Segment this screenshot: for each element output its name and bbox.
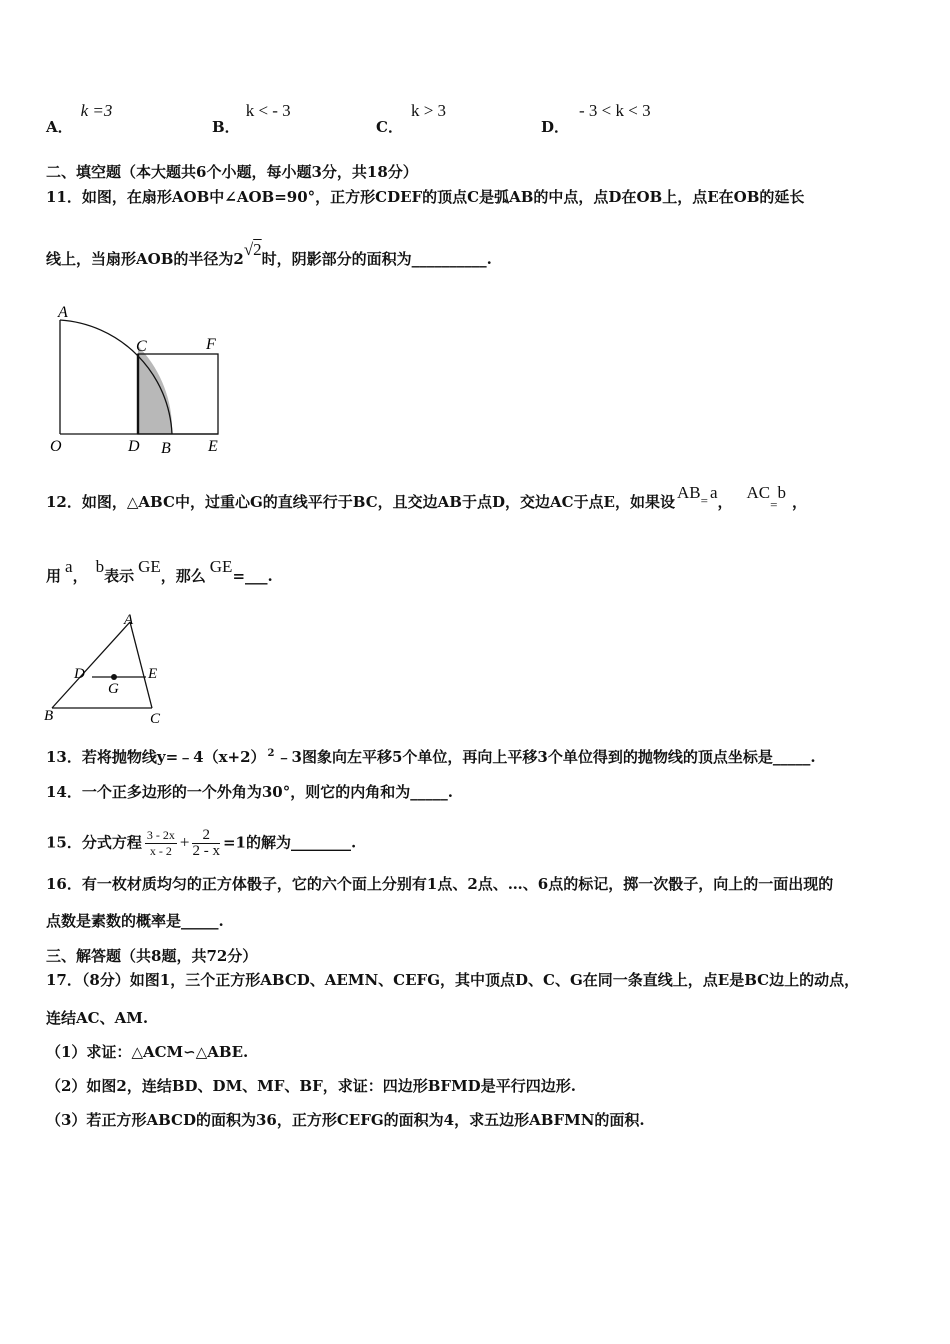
q16-line1: 16．有一枚材质均匀的正方体骰子，它的六个面上分别有1点、2点、…、6点的标记，掷一次骰子，向上的一面出现的 bbox=[46, 875, 834, 893]
q11-line1: 11．如图，在扇形AOB中∠AOB=90°，正方形CDEF的顶点C是弧AB的中点，点D在OB上，点E在OB的延长 bbox=[46, 188, 805, 206]
q12-line2: 用 a， b表示 GE，那么 GE=___. bbox=[46, 557, 273, 585]
fig-label-g: G bbox=[108, 681, 119, 697]
fraction-1: $\frac{3 - 2x}{x - 2}$ bbox=[146, 828, 175, 858]
q11-line2: 线上，当扇形AOB的半径为2√2时，阴影部分的面积为__________. bbox=[46, 240, 492, 268]
q12-line1: 12．如图，△ABC中，过重心G的直线平行于BC，且交边AB于点D，交边AC于点E，如果设 AB= a， AC=b ， bbox=[46, 483, 808, 512]
fig-label-a: A bbox=[124, 612, 134, 628]
fig-label-c: C bbox=[150, 711, 161, 727]
q17-part2: （2）如图2，连结BD、DM、MF、BF，求证：四边形BFMD是平行四边形. bbox=[46, 1077, 576, 1095]
option-a: A．k =3 bbox=[46, 101, 113, 136]
fig-label-d: D bbox=[74, 666, 85, 682]
section-heading-answer: 三、解答题（共8题，共72分） bbox=[46, 947, 258, 965]
fig-label-b: B bbox=[161, 440, 171, 457]
fig-label-e: E bbox=[208, 438, 218, 455]
q15-line: 15．分式方程 $\frac{3 - 2x}{x - 2}$ + $\frac{2}{2 - x}$ =1的解为________. bbox=[46, 827, 357, 859]
option-c: C．k > 3 bbox=[376, 101, 447, 136]
fig-label-e: E bbox=[148, 666, 158, 682]
option-b: B．k < - 3 bbox=[212, 101, 291, 136]
q16-line2: 点数是素数的概率是_____. bbox=[46, 912, 224, 930]
q11-figure bbox=[44, 300, 234, 460]
fig-label-d: D bbox=[128, 438, 140, 455]
q17-line2: 连结AC、AM. bbox=[46, 1009, 149, 1027]
fig-label-o: O bbox=[50, 438, 62, 455]
q14-line: 14．一个正多边形的一个外角为30°，则它的内角和为_____. bbox=[46, 783, 453, 801]
centroid-point bbox=[111, 674, 117, 680]
option-d: D．- 3 < k < 3 bbox=[541, 101, 651, 136]
radical: √2 bbox=[243, 240, 262, 259]
q17-part3: （3）若正方形ABCD的面积为36，正方形CEFG的面积为4，求五边形ABFMN的面积. bbox=[46, 1111, 645, 1129]
q17-part1: （1）求证：△ACM∽△ABE. bbox=[46, 1043, 249, 1061]
fig-label-f: F bbox=[206, 336, 216, 353]
shaded-region bbox=[138, 346, 172, 434]
fig-label-a: A bbox=[58, 304, 68, 321]
fraction-2: $\frac{2}{2 - x}$ bbox=[192, 827, 220, 859]
section-heading-fill-blank: 二、填空题（本大题共6个小题，每小题3分，共18分） bbox=[46, 163, 418, 181]
q13-line: 13．若将抛物线y=﹣4（x+2） $^2$ ﹣3图象向左平移5个单位，再向上平移3个单位得到的抛物线的顶点坐标是_____. bbox=[46, 748, 816, 766]
q12-figure bbox=[40, 610, 180, 735]
fig-label-c: C bbox=[136, 338, 147, 355]
q17-line1: 17．（8分）如图1，三个正方形ABCD、AEMN、CEFG，其中顶点D、C、G在同一条直线上，点E是BC边上的动点， bbox=[46, 971, 860, 989]
fig-label-b: B bbox=[44, 708, 54, 724]
